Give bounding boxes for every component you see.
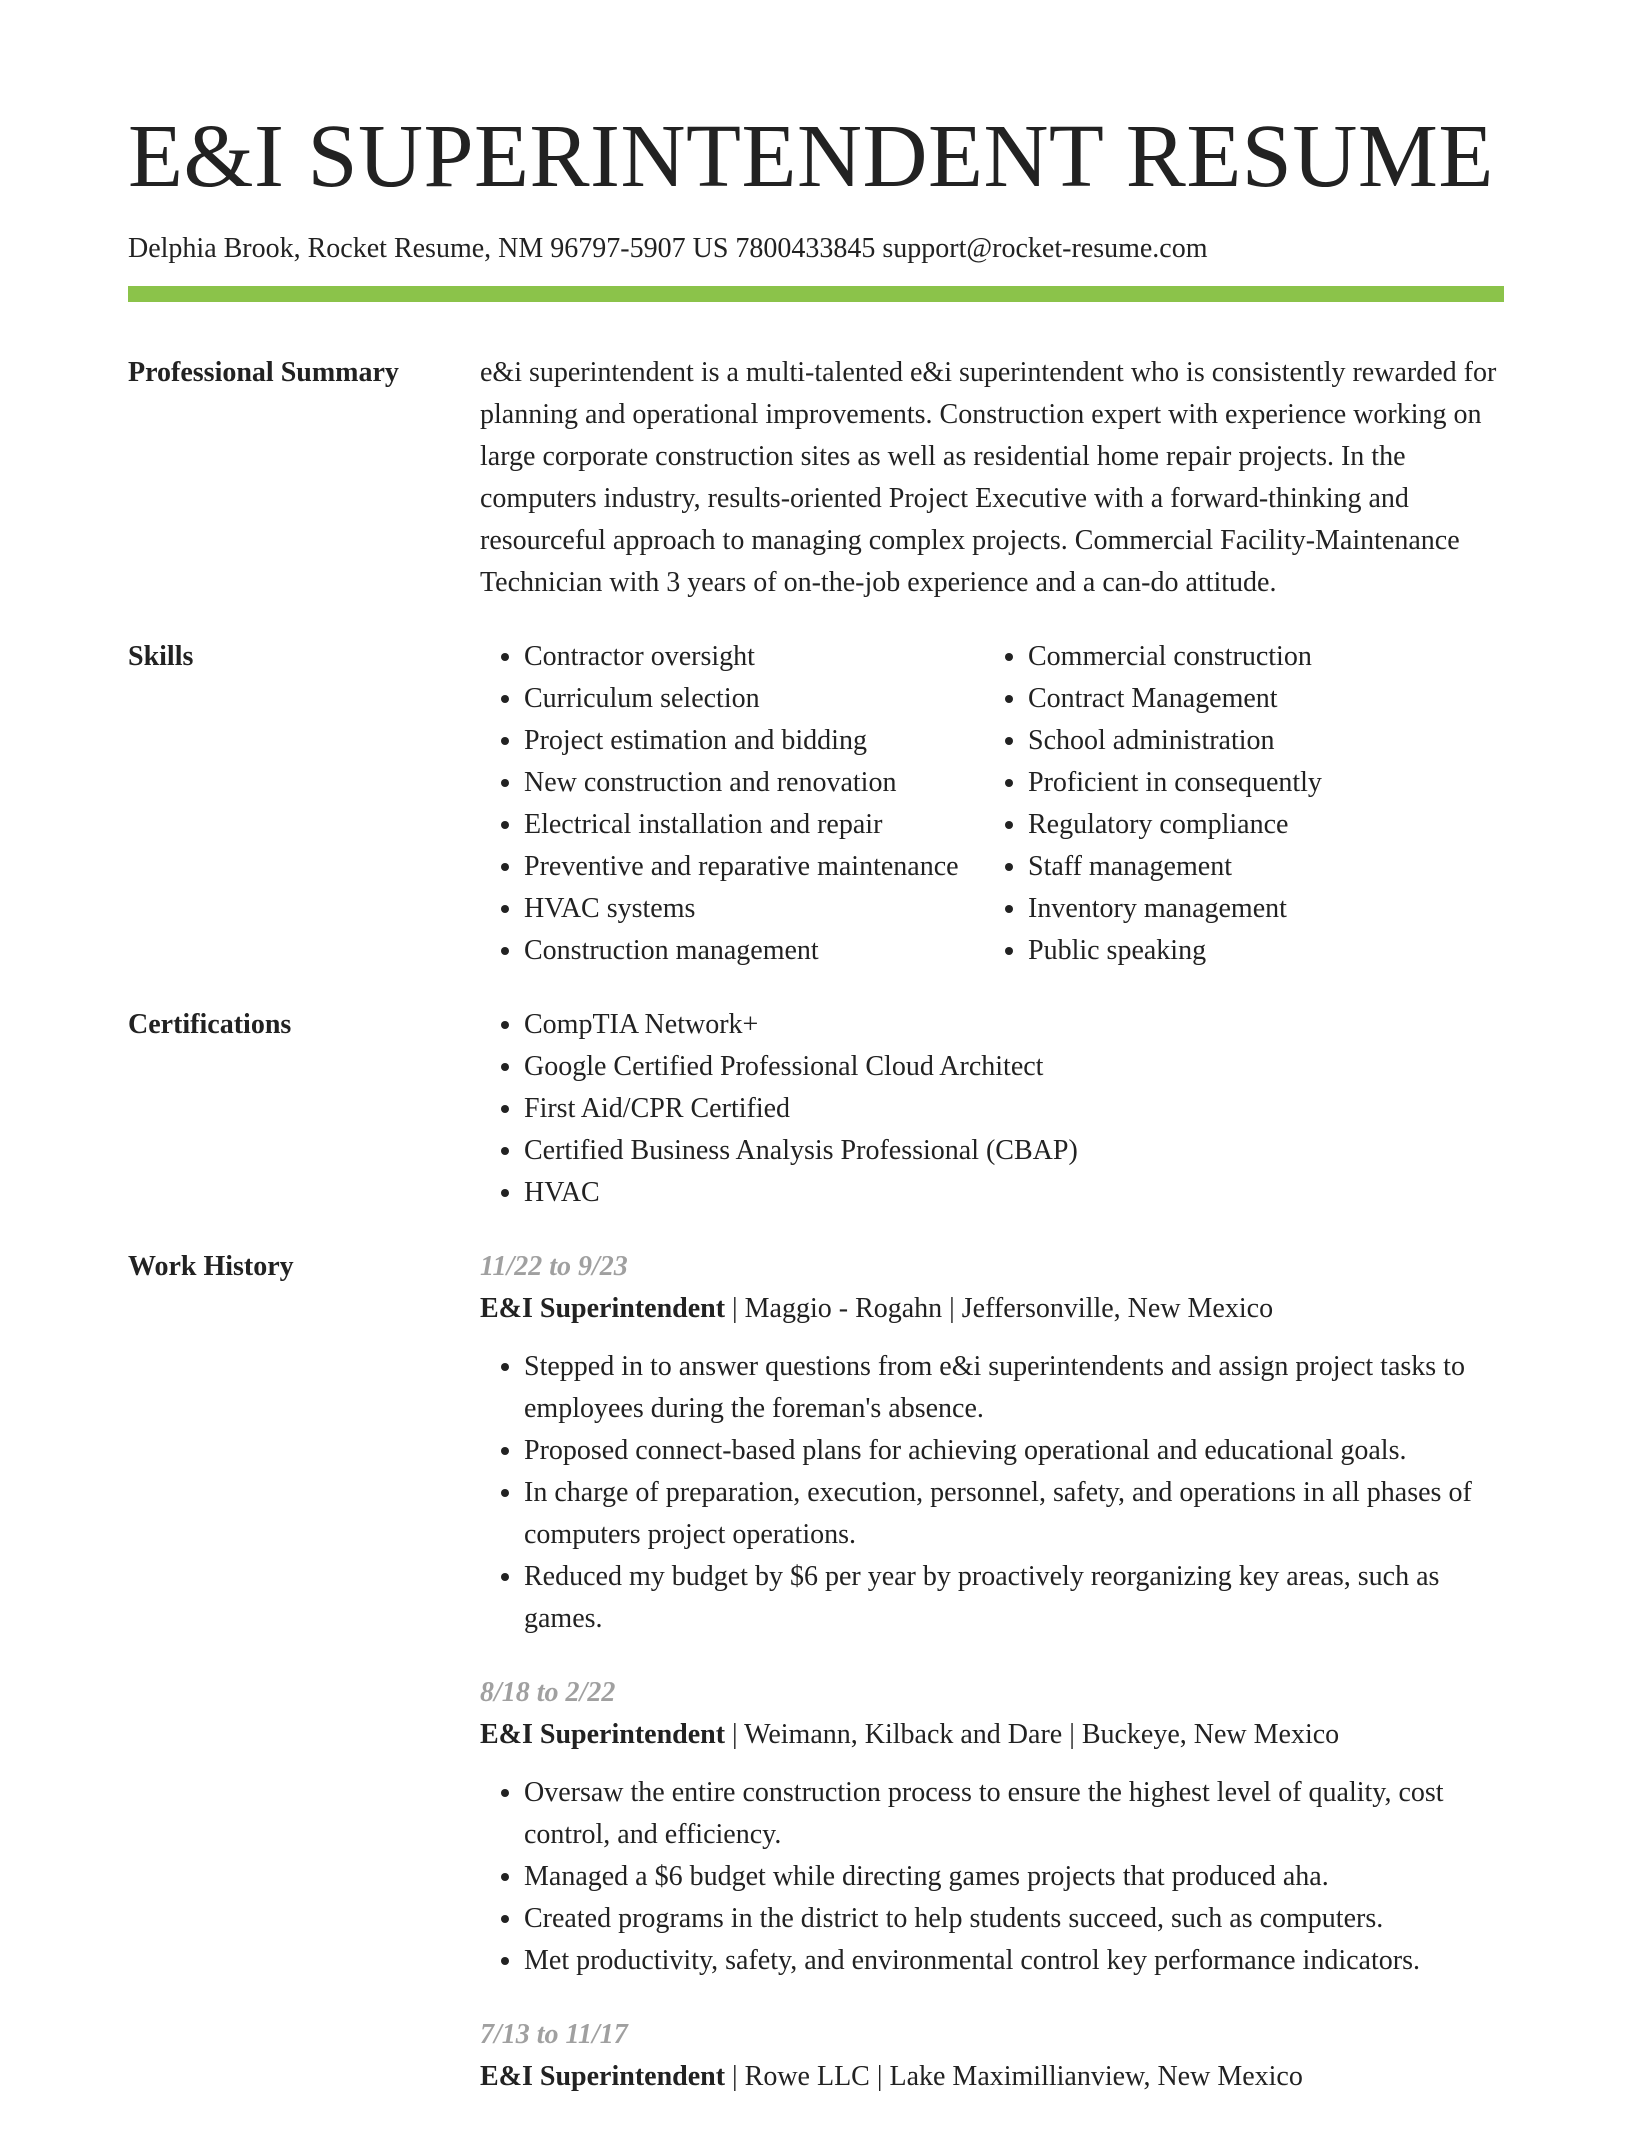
skills-section [128, 636, 1504, 972]
certification-item: • Google Certified Professional Cloud Architect [524, 1046, 1504, 1088]
skill-item: • Construction management [524, 930, 984, 972]
certifications-list [480, 1004, 1504, 1214]
skill-item: • HVAC systems [524, 888, 984, 930]
job-details: | Rowe LLC | Lake Maximillianview, New Mexico [725, 2060, 1303, 2092]
skill-item: • Preventive and reparative maintenance [524, 846, 984, 888]
certification-item: • First Aid/CPR Certified [524, 1088, 1504, 1130]
job-bullet: • Created programs in the district to help students succeed, such as computers. [524, 1898, 1504, 1940]
job-bullet: • Oversaw the entire construction process to ensure the highest level of quality, cost control, and efficiency. [524, 1772, 1504, 1856]
job-title: E&I Superintendent [480, 1718, 726, 1750]
job-heading [480, 2056, 1504, 2098]
skill-item: • Staff management [1028, 846, 1568, 888]
skills-column-1 [480, 636, 984, 972]
skill-item: • Contract Management [1028, 678, 1568, 720]
job-heading [480, 1288, 1504, 1330]
certification-item: • HVAC [524, 1172, 1504, 1214]
certifications-content [480, 1004, 1504, 1214]
skill-item: • Regulatory compliance [1028, 804, 1568, 846]
summary-label: Professional Summary [128, 356, 399, 388]
skill-item: • Contractor oversight [524, 636, 984, 678]
job-bullets [480, 1772, 1504, 1982]
job-dates: 11/22 to 9/23 [480, 1250, 628, 1282]
skills-column-2 [984, 636, 1568, 972]
job-bullet: • In charge of preparation, execution, personnel, safety, and operations in all phases of computers project operations. [524, 1472, 1504, 1556]
skill-item: • Project estimation and bidding [524, 720, 984, 762]
skills-grid [480, 636, 1568, 972]
job-dates: 8/18 to 2/22 [480, 1676, 616, 1708]
certification-item: • CompTIA Network+ [524, 1004, 1504, 1046]
skill-item: • New construction and renovation [524, 762, 984, 804]
resume-title: E&I SUPERINTENDENT RESUME [128, 107, 1494, 206]
work-history-label: Work History [128, 1250, 294, 1282]
job-bullet: • Proposed connect-based plans for achieving operational and educational goals. [524, 1430, 1504, 1472]
job-entry [480, 1672, 1504, 1982]
skills-label: Skills [128, 640, 194, 672]
job-bullet: • Stepped in to answer questions from e&i superintendents and assign project tasks to employees during the foreman's absence. [524, 1346, 1504, 1430]
accent-divider [128, 286, 1504, 302]
job-bullets [480, 1346, 1504, 1640]
skill-item: • Commercial construction [1028, 636, 1568, 678]
work-history-section [128, 1246, 1504, 2130]
skill-item: • Public speaking [1028, 930, 1568, 972]
skill-item: • Electrical installation and repair [524, 804, 984, 846]
certification-item: • Certified Business Analysis Professional (CBAP) [524, 1130, 1504, 1172]
work-history-content [480, 1246, 1504, 2130]
job-dates: 7/13 to 11/17 [480, 2018, 628, 2050]
skill-item: • Proficient in consequently [1028, 762, 1568, 804]
skill-item: • Curriculum selection [524, 678, 984, 720]
job-details: | Weimann, Kilback and Dare | Buckeye, New Mexico [725, 1718, 1340, 1750]
job-entry [480, 2014, 1504, 2098]
certifications-section [128, 1004, 1504, 1214]
certifications-label: Certifications [128, 1008, 292, 1040]
summary-section [128, 352, 1504, 604]
summary-text: e&i superintendent is a multi-talented e&i superintendent who is consistently rewarded for planning and operational improvements. Construction expert with experience working on large corporate construction sites as well as residential home repair projects. In the computers industry, results-oriented Project Executive with a forward-thinking and resourceful approach to managing complex projects. Commercial Facility-Maintenance Technician with 3 years of on-the-job experience and a can-do attitude. [480, 356, 1497, 598]
job-entry [480, 1246, 1504, 1640]
job-heading [480, 1714, 1504, 1756]
contact-line: Delphia Brook, Rocket Resume, NM 96797-5907 US 7800433845 support@rocket-resume.com [128, 233, 1208, 264]
job-title: E&I Superintendent [480, 1292, 726, 1324]
job-bullet: • Met productivity, safety, and environmental control key performance indicators. [524, 1940, 1504, 1982]
job-bullet: • Reduced my budget by $6 per year by proactively reorganizing key areas, such as games. [524, 1556, 1504, 1640]
job-bullet: • Managed a $6 budget while directing games projects that produced aha. [524, 1856, 1504, 1898]
skill-item: • School administration [1028, 720, 1568, 762]
job-title: E&I Superintendent [480, 2060, 726, 2092]
skill-item: • Inventory management [1028, 888, 1568, 930]
job-details: | Maggio - Rogahn | Jeffersonville, New Mexico [725, 1292, 1274, 1324]
